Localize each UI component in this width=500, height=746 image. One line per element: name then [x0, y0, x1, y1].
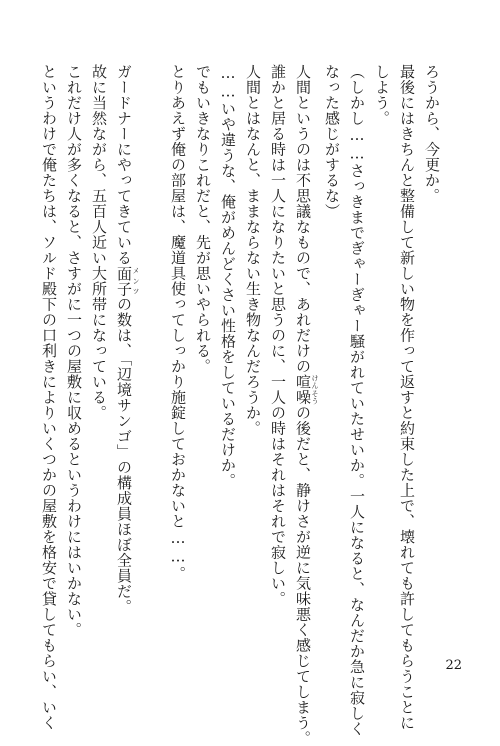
text-line-16: というわけで俺たちは、ソルド殿下の口利きによりいくつかの屋敷を格安で貸してもらい、いく — [40, 64, 58, 731]
ruby-kenso: 喧噪 けんそう — [294, 374, 319, 405]
vertical-text-body — [40, 64, 444, 746]
text-line-13-b: の数は、「辺境サンゴ」の構成員ほぼ全員だ。 — [115, 296, 133, 615]
page-number: 22 — [445, 658, 462, 673]
text-line-5: なった感じがするな） — [323, 64, 341, 219]
paragraph-break — [140, 64, 165, 624]
text-line-13-a: ガードナーにやってきている — [115, 64, 133, 266]
text-line-6-b: の後だと、静けさが逆に気味悪く感じてしまう。 — [294, 405, 312, 746]
text-line-11: とりあえず俺の部屋は、魔道具使ってしっかり施錠しておかないと……。 — [169, 64, 187, 582]
text-line-15: これだけ人が多くなると、さすがに一つの屋敷に収めるというわけにはいかない。 — [65, 64, 83, 638]
text-line-1: ろうから、今更か。 — [423, 64, 441, 204]
text-line-10: でもいきなりこれだと、先が思いやられる。 — [194, 64, 212, 374]
text-line-9: ……いや違うな、俺がめんどくさい性格をしているだけか。 — [219, 64, 237, 489]
ruby-mentsu: 面子 メンツ — [115, 265, 140, 297]
text-line-7: 誰かと居る時は一人になりたいと思うのに、一人の時はそれはそれで寂しい。 — [269, 64, 287, 607]
text-line-6 — [290, 64, 319, 746]
text-line-4: （しかし……さっきまでぎゃーぎゃー騒がれていたせいか。一人になると、なんだか急に寂しく — [348, 64, 366, 737]
ruby-kenso-reading: けんそう — [311, 374, 319, 405]
text-line-2: 最後にはきちんと整備して新しい物を作って返すと約束した上で、壊れても許してもらうことに — [398, 64, 416, 731]
text-line-6-a: 人間というのは不思議なもので、あれだけの — [294, 64, 312, 374]
text-line-3: しよう。 — [373, 64, 391, 126]
text-line-14: 故に当然ながら、五百人近い大所帯になっている。 — [90, 64, 108, 421]
text-line-13 — [111, 64, 140, 624]
ruby-mentsu-reading: メンツ — [132, 265, 140, 297]
text-line-8: 人間とはなんと、ままならない生き物なんだろうか。 — [244, 64, 262, 436]
